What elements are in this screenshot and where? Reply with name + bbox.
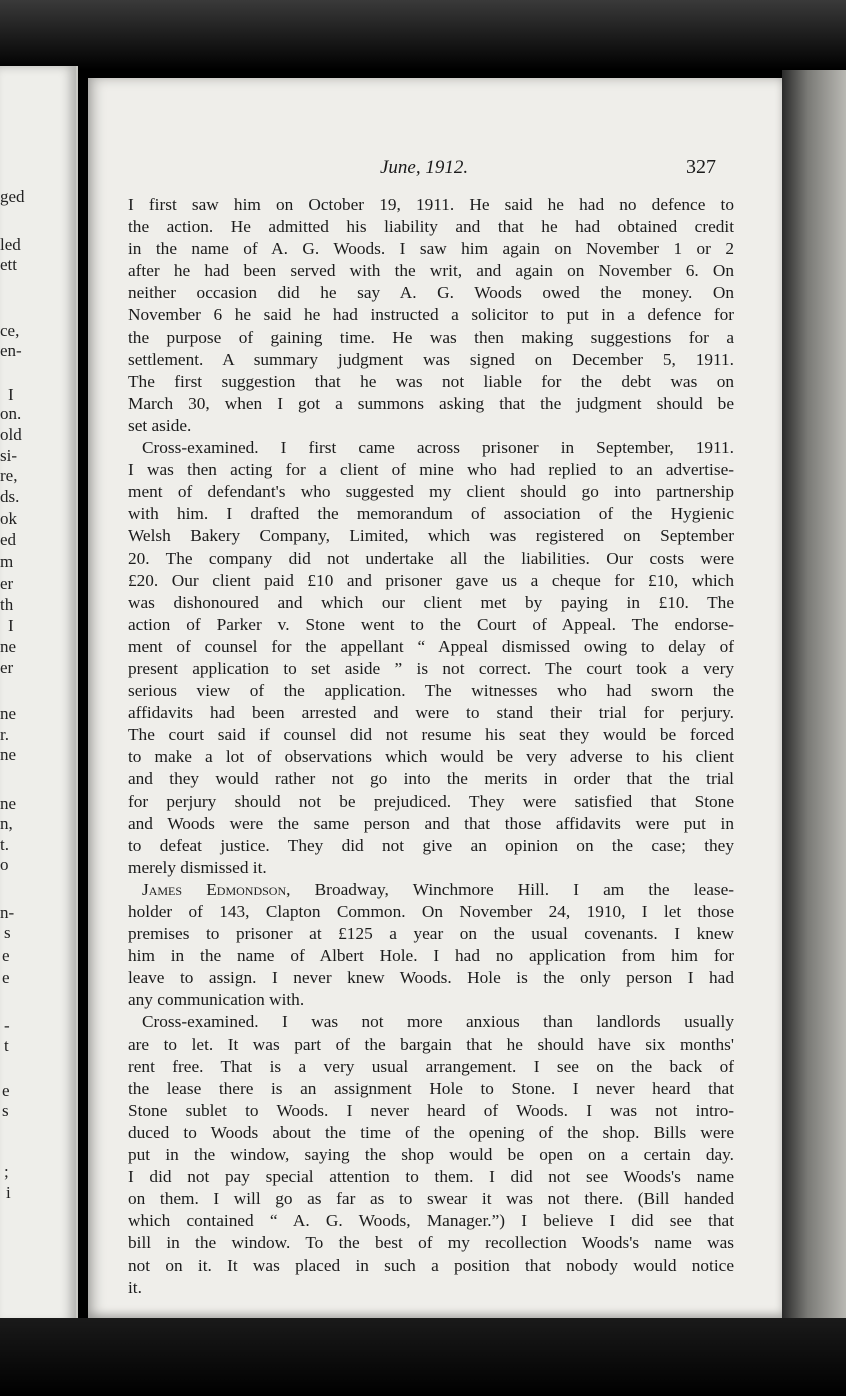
previous-page-text-fragment: ce, — [0, 321, 20, 340]
text-line: on them. I will go as far as to swear it was not there. (Bill handed — [128, 1189, 734, 1209]
previous-page-text-fragment: er — [0, 574, 14, 593]
previous-page-text-fragment: on. — [0, 404, 22, 423]
previous-page-text-fragment: ne — [0, 637, 17, 656]
previous-page-text-fragment: e — [2, 968, 10, 987]
text-line: action of Parker v. Stone went to the Court of Appeal. The endorse- — [128, 614, 734, 634]
text-line: which contained “ A. G. Woods, Manager.”) I believe I did see that — [128, 1211, 734, 1231]
text-line: settlement. A summary judgment was signed on December 5, 1911. — [128, 349, 734, 369]
previous-page-edge — [0, 66, 78, 1324]
previous-page-text-fragment: led — [0, 235, 21, 254]
previous-page-text-fragment: si- — [0, 446, 17, 465]
text-line: serious view of the application. The witnesses who had sworn the — [128, 681, 734, 701]
previous-page-text-fragment: ok — [0, 509, 17, 528]
text-line: £20. Our client paid £10 and prisoner gave us a cheque for £10, which — [128, 570, 734, 590]
scan-background-top — [0, 0, 846, 70]
text-line: Cross-examined. I was not more anxious than landlords usually — [142, 1012, 734, 1032]
text-line: with him. I drafted the memorandum of association of the Hygienic — [128, 504, 734, 524]
running-head-date: June, 1912. — [380, 157, 469, 178]
previous-page-text-fragment: th — [0, 595, 14, 614]
previous-page-text-fragment: ne — [0, 794, 17, 813]
text-line: November 6 he said he had instructed a solicitor to put in a defence for — [128, 305, 734, 325]
previous-page-text-fragment: o — [0, 855, 9, 874]
text-line: bill in the window. To the best of my recollection Woods's name was — [128, 1233, 734, 1253]
text-line: The court said if counsel did not resume his seat they would be forced — [128, 725, 734, 745]
previous-page-text-fragment: n, — [0, 814, 13, 833]
previous-page-text-fragment: ed — [0, 530, 17, 549]
text-line: him in the name of Albert Hole. I had no application from him for — [128, 946, 734, 966]
running-head-title — [380, 157, 468, 179]
text-line — [128, 879, 734, 901]
previous-page-text-fragment: ; — [4, 1162, 9, 1181]
scan-background-right — [782, 70, 846, 1330]
text-line: affidavits had been arrested and were to stand their trial for perjury. — [128, 703, 734, 723]
speaker-name: James Edmondson — [142, 879, 287, 899]
previous-page-text-fragment: re, — [0, 466, 18, 485]
text-line: Cross-examined. I first came across prisoner in September, 1911. — [142, 438, 734, 458]
text-line: any communication with. — [128, 990, 305, 1010]
text-line: Welsh Bakery Company, Limited, which was registered on September — [128, 526, 734, 546]
text-line: to make a lot of observations which would be very adverse to his client — [128, 747, 734, 767]
text-line: I did not pay special attention to them. I did not see Woods's name — [128, 1167, 734, 1187]
text-line: premises to prisoner at £125 a year on the usual covenants. I knew — [128, 924, 734, 944]
text-line: and they would rather not go into the merits in order that the trial — [128, 769, 734, 789]
previous-page-text-fragment: t. — [0, 835, 9, 854]
text-line: for perjury should not be prejudiced. They were satisfied that Stone — [128, 791, 734, 811]
page-number: 327 — [686, 156, 716, 178]
text-line: 20. The company did not undertake all the liabilities. Our costs were — [128, 548, 734, 568]
text-line: after he had been served with the writ, and again on November 6. On — [128, 261, 734, 281]
text-line: leave to assign. I never knew Woods. Hole is the only person I had — [128, 968, 734, 988]
previous-page-text-fragment: ett — [0, 255, 17, 274]
scan-background-bottom — [0, 1318, 846, 1396]
previous-page-text-fragment: i — [6, 1183, 11, 1202]
previous-page-text-fragment: I — [8, 385, 14, 404]
previous-page-text-fragment: r. — [0, 725, 9, 744]
previous-page-text-fragment: ds. — [0, 487, 20, 506]
previous-page-text-fragment: ne — [0, 704, 17, 723]
text-line: present application to set aside ” is not correct. The court took a very — [128, 658, 734, 678]
text-line: neither occasion did he say A. G. Woods owed the money. On — [128, 283, 734, 303]
previous-page-text-fragment: er — [0, 658, 14, 677]
text-line: the lease there is an assignment Hole to Stone. I never heard that — [128, 1078, 734, 1098]
previous-page-text-fragment: ne — [0, 745, 17, 764]
text-line: duced to Woods about the time of the opening of the shop. Bills were — [128, 1122, 734, 1142]
text-line: not on it. It was placed in such a position that nobody would notice — [128, 1255, 734, 1275]
document-page — [88, 78, 782, 1318]
text-line: put in the window, saying the shop would be open on a certain day. — [128, 1145, 734, 1165]
text-line: ment of counsel for the appellant “ Appeal dismissed owing to delay of — [128, 636, 734, 656]
text-line-content: , Broadway, Winchmore Hill. I am the lease- — [286, 879, 735, 899]
text-line: to defeat justice. They did not give an opinion on the case; they — [128, 835, 734, 855]
body-text — [128, 194, 734, 1299]
previous-page-text-fragment: en- — [0, 341, 22, 360]
text-line: set aside. — [128, 415, 192, 435]
text-line: The first suggestion that he was not liable for the debt was on — [128, 371, 734, 391]
text-line: March 30, when I got a summons asking that the judgment should be — [128, 393, 734, 413]
previous-page-text-fragment: s — [4, 923, 11, 942]
previous-page-text-fragment: t — [4, 1036, 9, 1055]
previous-page-text-fragment: - — [4, 1016, 10, 1035]
text-line: it. — [128, 1277, 142, 1297]
previous-page-text-fragment: e — [2, 946, 10, 965]
text-line: and Woods were the same person and that those affidavits were put in — [128, 813, 734, 833]
text-line: are to let. It was part of the bargain that he should have six months' — [128, 1034, 734, 1054]
text-line: ment of defendant's who suggested my client should go into partnership — [128, 482, 734, 502]
text-line: was dishonoured and which our client met by paying in £10. The — [128, 592, 734, 612]
previous-page-text-fragment: m — [0, 552, 14, 571]
previous-page-text-fragment: e — [2, 1081, 10, 1100]
text-line: the action. He admitted his liability and that he had obtained credit — [128, 217, 734, 237]
text-line: Stone sublet to Woods. I never heard of Woods. I was not intro- — [128, 1100, 734, 1120]
text-line: rent free. That is a very usual arrangement. I see on the back of — [128, 1056, 734, 1076]
previous-page-text-fragment: ged — [0, 187, 25, 206]
previous-page-text-fragment: old — [0, 425, 22, 444]
text-line: in the name of A. G. Woods. I saw him again on November 1 or 2 — [128, 239, 734, 259]
text-line: holder of 143, Clapton Common. On November 24, 1910, I let those — [128, 902, 734, 921]
text-line: merely dismissed it. — [128, 857, 267, 877]
previous-page-text-fragment: s — [2, 1101, 9, 1120]
text-line: I first saw him on October 19, 1911. He said he had no defence to — [128, 195, 734, 214]
previous-page-text-fragment: I — [8, 616, 14, 635]
text-line: I was then acting for a client of mine who had replied to an advertise- — [128, 460, 734, 480]
text-line: the purpose of gaining time. He was then making suggestions for a — [128, 327, 734, 347]
previous-page-text-fragment: n- — [0, 903, 15, 922]
